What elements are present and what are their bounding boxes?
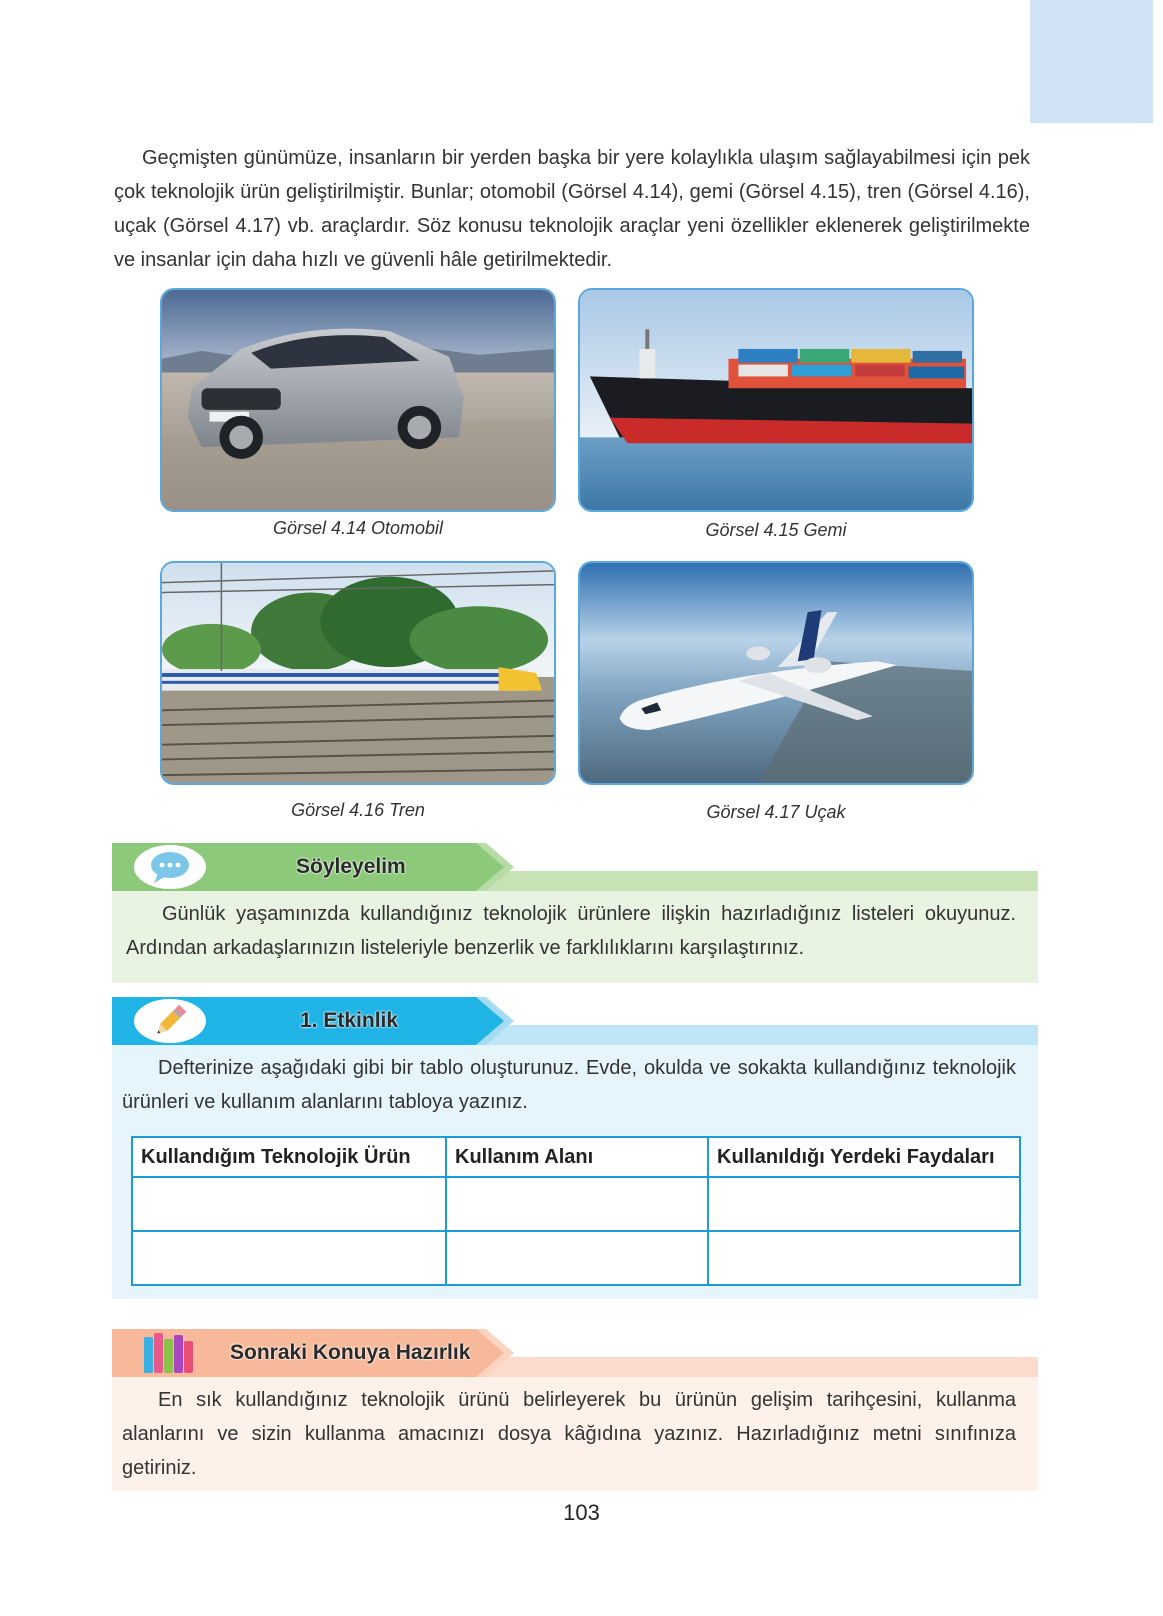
figure-caption-train: Görsel 4.16 Tren (291, 800, 425, 820)
table-row (132, 1177, 1020, 1231)
etkinlik-table (131, 1136, 1021, 1286)
table-header-cell: Kullanım Alanı (446, 1137, 708, 1177)
table-header-row (132, 1137, 1020, 1177)
table-cell[interactable] (446, 1177, 708, 1231)
table-cell[interactable] (708, 1177, 1020, 1231)
etkinlik-header (112, 997, 1038, 1045)
train-photo (160, 561, 556, 785)
page-number: 103 (563, 1500, 600, 1525)
speech-bubble-icon (148, 850, 192, 884)
sonraki-header (112, 1329, 1038, 1377)
table-header-cell: Kullanıldığı Yerdeki Faydaları (708, 1137, 1020, 1177)
sonraki-title: Sonraki Konuya Hazırlık (230, 1341, 471, 1364)
figure-caption-plane: Görsel 4.17 Uçak (706, 802, 846, 822)
pencil-icon (150, 1001, 190, 1041)
table-cell[interactable] (708, 1231, 1020, 1285)
pencil-icon-disc (134, 999, 206, 1043)
table-header-cell: Kullandığım Teknolojik Ürün (132, 1137, 446, 1177)
figure-caption-ship: Görsel 4.15 Gemi (705, 520, 847, 540)
soyleyelim-text: Günlük yaşamınızda kullandığınız teknolojik ürünlere ilişkin hazırladığınız listeleri okuyunuz. Ardından arkadaşlarınızın listeleriyle benzerlik ve farklılıklarını karşılaştırınız. (126, 903, 1016, 959)
soyleyelim-header (112, 843, 1038, 891)
soyleyelim-title: Söyleyelim (296, 855, 406, 878)
corner-tab (1030, 0, 1153, 123)
plane-photo (578, 561, 974, 785)
etkinlik-title: 1. Etkinlik (300, 1009, 399, 1032)
soyleyelim-panel (112, 891, 1038, 983)
car-photo (160, 288, 556, 512)
table-cell[interactable] (446, 1231, 708, 1285)
table-cell[interactable] (132, 1231, 446, 1285)
sonraki-text: En sık kullandığınız teknolojik ürünü belirleyerek bu ürünün gelişim tarihçesini, kullanma alanlarını ve sizin kullanma amacınızı dosya kâğıdına yazınız. Hazırladığınız metni sınıfınıza getiriniz. (122, 1389, 1016, 1479)
figure-caption-car: Görsel 4.14 Otomobil (272, 518, 444, 538)
sonraki-panel (112, 1377, 1038, 1491)
books-icon-disc (134, 1331, 206, 1375)
intro-paragraph: Geçmişten günümüze, insanların bir yerden başka bir yere kolaylıkla ulaşım sağlayabilmesi için pek çok teknolojik ürün geliştirilmiştir. Bunlar; otomobil (Görsel 4.14), gemi (Görsel 4.15), tren (Görsel 4.16), uçak (Görsel 4.17) vb. araçlardır. Söz konusu teknolojik araçlar yeni özellikler eklenerek geliştirilmekte ve insanlar için daha hızlı ve güvenli hâle getirilmektedir. (114, 147, 1030, 271)
speech-bubble-icon-disc (134, 845, 206, 889)
ship-photo (578, 288, 974, 512)
table-row (132, 1231, 1020, 1285)
books-icon (142, 1331, 198, 1375)
table-cell[interactable] (132, 1177, 446, 1231)
etkinlik-text: Defterinize aşağıdaki gibi bir tablo oluşturunuz. Evde, okulda ve sokakta kullandığınız teknolojik ürünleri ve kullanım alanlarını tabloya yazınız. (122, 1057, 1016, 1113)
